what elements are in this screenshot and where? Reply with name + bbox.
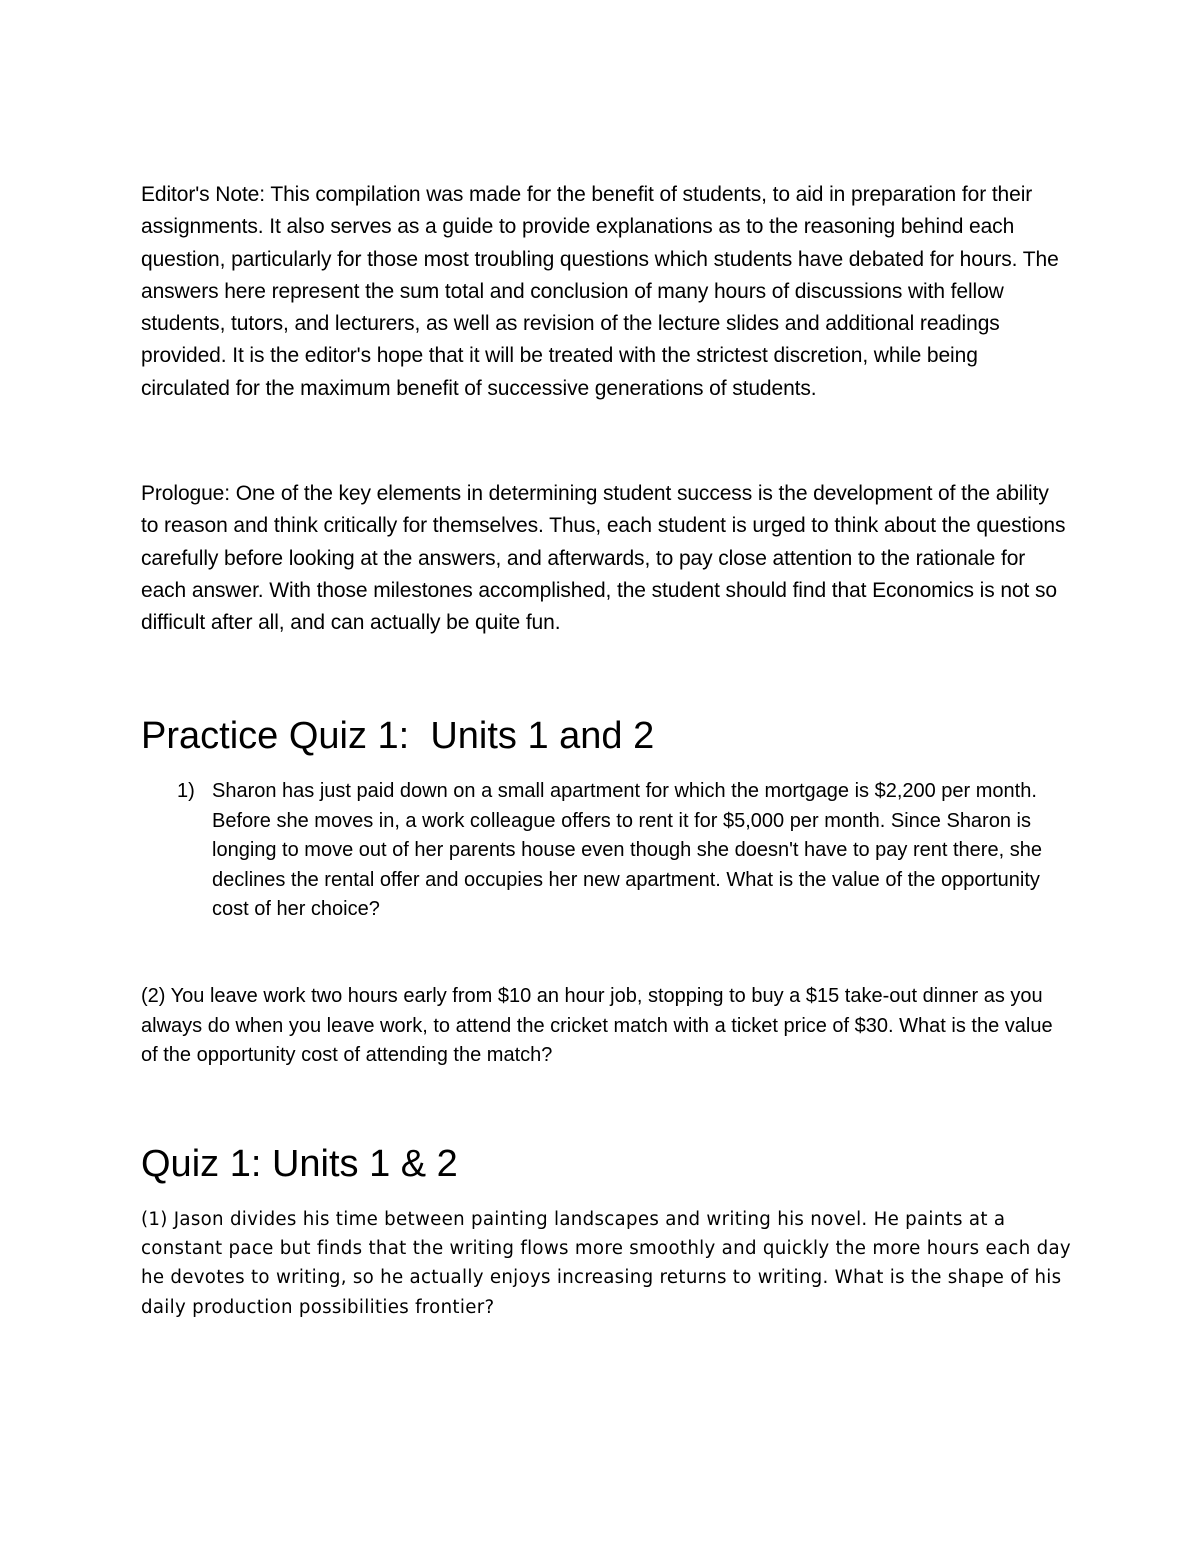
practice-question-1-number: 1)	[177, 780, 195, 802]
prologue-paragraph: Prologue: One of the key elements in determining student success is the development of the ability to reason and think critically for themselves. Thus, each student is urged to think about the questions carefully before looking at the answers, and afterwards, to pay close attention to the rationale for each answer. With those milestones accomplished, the student should find that Economics is not so difficult after all, and can actually be quite fun.	[141, 482, 1066, 635]
quiz-question-1: (1) Jason divides his time between painting landscapes and writing his novel. He paints at a constant pace but finds that the writing flows more smoothly and quickly the more hours each day he devotes to writing, so he actually enjoys increasing returns to writing. What is the shape of his daily production possibilities frontier?	[141, 1209, 1071, 1318]
practice-question-2: (2) You leave work two hours early from $10 an hour job, stopping to buy a $15 take-out dinner as you always do when you leave work, to attend the cricket match with a ticket price of $30. What is the value of the opportunity cost of attending the match?	[141, 985, 1053, 1067]
quiz-heading: Quiz 1: Units 1 & 2	[141, 1143, 458, 1185]
practice-quiz-heading: Practice Quiz 1: Units 1 and 2	[141, 715, 655, 757]
editors-note-paragraph: Editor's Note: This compilation was made for the benefit of students, to aid in preparation for their assignments. It also serves as a guide to provide explanations as to the reasoning behind each question, particularly for those most troubling questions which students have debated for hours. The answers here represent the sum total and conclusion of many hours of discussions with fellow students, tutors, and lecturers, as well as revision of the lecture slides and additional readings provided. It is the editor's hope that it will be treated with the strictest discretion, while being circulated for the maximum benefit of successive generations of students.	[141, 183, 1059, 400]
practice-question-1-text: Sharon has just paid down on a small apartment for which the mortgage is $2,200 per month. Before she moves in, a work colleague offers to rent it for $5,000 per month. Since Sharon is longing to move out of her parents house even though she doesn't have to pay rent there, she declines the rental offer and occupies her new apartment. What is the value of the opportunity cost of her choice?	[212, 780, 1042, 921]
